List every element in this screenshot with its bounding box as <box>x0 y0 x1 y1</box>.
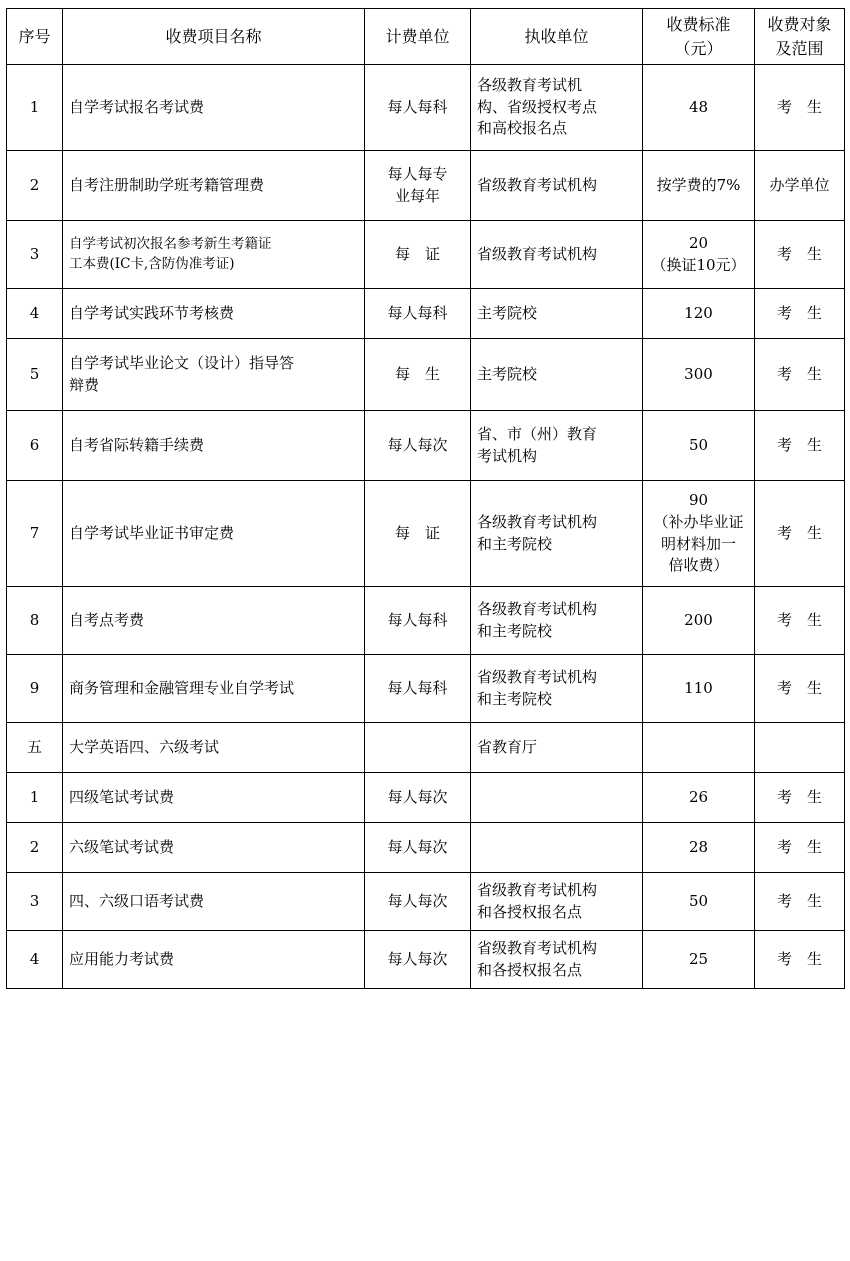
cell-fee-standard-line: 明材料加一 <box>660 534 736 553</box>
cell-scope <box>755 289 845 339</box>
cell-collecting-unit <box>471 289 643 339</box>
cell-index <box>7 655 63 723</box>
header-collecting-unit-line: 执收单位 <box>524 26 589 46</box>
cell-scope <box>755 823 845 873</box>
cell-collecting-unit <box>471 931 643 989</box>
cell-collecting-unit-line: 省、市（州）教育 <box>477 424 598 443</box>
cell-scope-line: 考 生 <box>776 303 822 322</box>
cell-fee-standard <box>643 339 755 411</box>
cell-collecting-unit-line: 构、省级授权考点 <box>477 97 598 116</box>
cell-collecting-unit <box>471 723 643 773</box>
cell-fee-standard-line: 200 <box>684 610 713 629</box>
cell-item-name-line: 自学考试报名考试费 <box>69 97 205 116</box>
table-header-row <box>7 9 845 65</box>
header-fee-standard-line: 收费标准 <box>666 15 731 35</box>
cell-billing-unit <box>365 289 471 339</box>
table-row <box>7 587 845 655</box>
cell-fee-standard-line: 90 <box>688 491 709 509</box>
cell-billing-unit-line: 每人每科 <box>387 303 448 322</box>
header-scope-line: 收费对象 <box>767 15 832 35</box>
cell-billing-unit-line: 业每年 <box>394 186 440 205</box>
cell-scope-line: 考 生 <box>776 678 822 697</box>
cell-fee-standard-line: 26 <box>688 787 709 806</box>
cell-item-name <box>63 823 365 873</box>
cell-billing-unit <box>365 411 471 481</box>
cell-scope <box>755 873 845 931</box>
cell-item-name <box>63 289 365 339</box>
cell-billing-unit <box>365 723 471 773</box>
table-row <box>7 339 845 411</box>
cell-collecting-unit-line: 各级教育考试机构 <box>477 599 598 618</box>
cell-item-name <box>63 339 365 411</box>
header-scope-line: 及范围 <box>775 38 824 58</box>
cell-item-name <box>63 723 365 773</box>
cell-scope <box>755 481 845 587</box>
cell-collecting-unit <box>471 339 643 411</box>
cell-fee-standard-line: 110 <box>684 678 713 697</box>
cell-collecting-unit-line: 和高校报名点 <box>477 119 568 138</box>
cell-scope-line: 考 生 <box>776 435 822 454</box>
cell-collecting-unit-line: 和各授权报名点 <box>477 902 583 921</box>
table-row <box>7 723 845 773</box>
cell-scope-line: 考 生 <box>776 837 822 856</box>
cell-billing-unit <box>365 339 471 411</box>
cell-scope <box>755 723 845 773</box>
cell-fee-standard <box>643 221 755 289</box>
cell-index <box>7 411 63 481</box>
cell-scope-line: 办学单位 <box>769 175 830 194</box>
cell-item-name-line: 大学英语四、六级考试 <box>69 737 220 756</box>
cell-billing-unit <box>365 151 471 221</box>
cell-collecting-unit <box>471 411 643 481</box>
cell-index-line: 3 <box>29 891 40 910</box>
cell-scope-line: 考 生 <box>776 244 822 263</box>
cell-billing-unit <box>365 931 471 989</box>
table-row <box>7 773 845 823</box>
cell-index-line: 2 <box>29 837 40 856</box>
cell-item-name <box>63 587 365 655</box>
cell-index-line: 五 <box>26 737 42 756</box>
cell-fee-standard-line: （换证10元） <box>651 255 746 274</box>
cell-collecting-unit <box>471 873 643 931</box>
header-index-line: 序号 <box>18 26 51 46</box>
cell-item-name-line: 应用能力考试费 <box>69 949 175 968</box>
cell-item-name <box>63 873 365 931</box>
cell-collecting-unit-line: 省级教育考试机构 <box>477 175 598 194</box>
table-row <box>7 411 845 481</box>
cell-scope-line: 考 生 <box>776 949 822 968</box>
cell-scope-line: 考 生 <box>776 97 822 116</box>
cell-collecting-unit <box>471 151 643 221</box>
cell-item-name-line: 六级笔试考试费 <box>69 837 175 856</box>
cell-collecting-unit-line: 各级教育考试机 <box>477 75 583 94</box>
cell-collecting-unit-line: 省级教育考试机构 <box>477 667 598 686</box>
cell-billing-unit <box>365 587 471 655</box>
cell-scope <box>755 221 845 289</box>
cell-scope <box>755 587 845 655</box>
cell-billing-unit <box>365 773 471 823</box>
cell-item-name <box>63 151 365 221</box>
header-item-name-line: 收费项目名称 <box>165 26 262 46</box>
cell-index-line: 4 <box>29 949 40 968</box>
cell-fee-standard <box>643 151 755 221</box>
table-row <box>7 151 845 221</box>
header-billing-unit-line: 计费单位 <box>385 26 450 46</box>
cell-item-name-line: 自学考试实践环节考核费 <box>69 303 235 322</box>
cell-scope-line: 考 生 <box>776 523 822 542</box>
cell-collecting-unit-line: 和主考院校 <box>477 621 553 640</box>
cell-billing-unit <box>365 65 471 151</box>
table-row <box>7 823 845 873</box>
cell-billing-unit-line: 每人每次 <box>387 949 448 968</box>
cell-scope-line: 考 生 <box>776 891 822 910</box>
table-row <box>7 655 845 723</box>
cell-billing-unit-line: 每人每次 <box>387 787 448 806</box>
cell-collecting-unit <box>471 481 643 587</box>
header-scope <box>755 9 845 65</box>
cell-index-line: 8 <box>29 610 40 629</box>
cell-index <box>7 481 63 587</box>
cell-item-name <box>63 221 365 289</box>
table-row <box>7 481 845 587</box>
cell-collecting-unit-line: 主考院校 <box>477 364 538 383</box>
cell-fee-standard-line: 50 <box>688 891 709 910</box>
cell-billing-unit-line: 每人每次 <box>387 891 448 910</box>
cell-item-name <box>63 65 365 151</box>
cell-scope <box>755 655 845 723</box>
header-collecting-unit <box>471 9 643 65</box>
cell-billing-unit-line: 每 证 <box>394 244 440 263</box>
cell-billing-unit-line: 每人每科 <box>387 97 448 116</box>
cell-billing-unit-line: 每人每次 <box>387 435 448 454</box>
cell-item-name-line: 工本费(IC卡,含防伪准考证) <box>69 255 235 272</box>
cell-item-name-line: 辩费 <box>69 375 100 394</box>
cell-item-name <box>63 411 365 481</box>
cell-index-line: 9 <box>29 678 40 697</box>
cell-collecting-unit-line: 省级教育考试机构 <box>477 938 598 957</box>
cell-index-line: 6 <box>29 435 40 454</box>
cell-index-line: 4 <box>29 303 40 322</box>
cell-index <box>7 289 63 339</box>
cell-item-name-line: 四、六级口语考试费 <box>69 891 205 910</box>
cell-fee-standard <box>643 873 755 931</box>
cell-fee-standard-line: 倍收费） <box>668 556 729 575</box>
cell-item-name <box>63 481 365 587</box>
cell-index-line: 5 <box>29 364 40 383</box>
cell-index <box>7 339 63 411</box>
cell-fee-standard <box>643 587 755 655</box>
cell-fee-standard-line: 50 <box>688 435 709 454</box>
cell-collecting-unit-line: 考试机构 <box>477 446 538 465</box>
cell-collecting-unit-line: 省级教育考试机构 <box>477 880 598 899</box>
cell-billing-unit-line: 每 生 <box>394 364 440 383</box>
cell-billing-unit <box>365 221 471 289</box>
cell-billing-unit-line: 每 证 <box>394 523 440 542</box>
cell-collecting-unit <box>471 655 643 723</box>
cell-billing-unit <box>365 823 471 873</box>
cell-scope-line: 考 生 <box>776 610 822 629</box>
cell-scope <box>755 151 845 221</box>
table-row <box>7 289 845 339</box>
cell-fee-standard <box>643 723 755 773</box>
cell-fee-standard <box>643 931 755 989</box>
cell-fee-standard-line: （补办毕业证 <box>653 512 744 531</box>
cell-collecting-unit-line: 和主考院校 <box>477 689 553 708</box>
cell-index <box>7 587 63 655</box>
cell-collecting-unit-line: 和各授权报名点 <box>477 960 583 979</box>
cell-item-name <box>63 655 365 723</box>
cell-collecting-unit-line: 各级教育考试机构 <box>477 512 598 531</box>
cell-item-name-line: 自学考试初次报名参考新生考籍证 <box>69 235 272 252</box>
cell-fee-standard-line: 120 <box>684 303 713 322</box>
cell-scope <box>755 339 845 411</box>
header-index <box>7 9 63 65</box>
cell-index <box>7 823 63 873</box>
cell-scope <box>755 773 845 823</box>
cell-item-name-line: 自考注册制助学班考籍管理费 <box>69 175 265 194</box>
cell-collecting-unit-line: 省教育厅 <box>477 737 538 756</box>
cell-item-name <box>63 773 365 823</box>
cell-collecting-unit <box>471 823 643 873</box>
cell-index-line: 3 <box>29 244 40 263</box>
cell-item-name-line: 四级笔试考试费 <box>69 787 175 806</box>
cell-scope <box>755 411 845 481</box>
cell-index <box>7 931 63 989</box>
cell-fee-standard <box>643 773 755 823</box>
table-row <box>7 931 845 989</box>
table-body <box>7 9 845 989</box>
header-fee-standard-line: （元） <box>674 38 723 58</box>
cell-collecting-unit-line: 和主考院校 <box>477 534 553 553</box>
cell-index-line: 7 <box>29 523 40 542</box>
cell-index <box>7 221 63 289</box>
cell-index-line: 1 <box>29 97 40 116</box>
cell-fee-standard-line: 300 <box>684 364 713 383</box>
cell-item-name-line: 自考点考费 <box>69 610 145 629</box>
table-row <box>7 221 845 289</box>
cell-fee-standard <box>643 65 755 151</box>
cell-index-line: 1 <box>29 787 40 806</box>
cell-billing-unit-line: 每人每专 <box>387 164 448 183</box>
cell-fee-standard <box>643 481 755 587</box>
header-item-name <box>63 9 365 65</box>
cell-fee-standard <box>643 411 755 481</box>
cell-item-name-line: 商务管理和金融管理专业自学考试 <box>69 678 295 697</box>
cell-fee-standard-line: 20 <box>688 233 709 252</box>
cell-collecting-unit-line: 省级教育考试机构 <box>477 244 598 263</box>
cell-index <box>7 723 63 773</box>
cell-fee-standard-line: 25 <box>688 949 709 968</box>
cell-collecting-unit <box>471 587 643 655</box>
table-row <box>7 873 845 931</box>
cell-collecting-unit <box>471 65 643 151</box>
cell-item-name <box>63 931 365 989</box>
cell-billing-unit-line: 每人每科 <box>387 610 448 629</box>
cell-billing-unit <box>365 655 471 723</box>
cell-index <box>7 773 63 823</box>
cell-scope-line: 考 生 <box>776 364 822 383</box>
header-fee-standard <box>643 9 755 65</box>
cell-fee-standard <box>643 823 755 873</box>
cell-index <box>7 873 63 931</box>
cell-collecting-unit <box>471 221 643 289</box>
cell-fee-standard-line: 按学费的7% <box>656 175 741 194</box>
cell-scope <box>755 65 845 151</box>
header-billing-unit <box>365 9 471 65</box>
cell-fee-standard-line: 48 <box>688 97 709 116</box>
cell-fee-standard <box>643 289 755 339</box>
cell-collecting-unit <box>471 773 643 823</box>
cell-item-name-line: 自考省际转籍手续费 <box>69 435 205 454</box>
cell-item-name-line: 自学考试毕业证书审定费 <box>69 523 235 542</box>
cell-collecting-unit-line: 主考院校 <box>477 303 538 322</box>
cell-scope <box>755 931 845 989</box>
cell-index <box>7 151 63 221</box>
cell-scope-line: 考 生 <box>776 787 822 806</box>
cell-billing-unit-line: 每人每科 <box>387 678 448 697</box>
cell-billing-unit-line: 每人每次 <box>387 837 448 856</box>
fee-schedule-table <box>6 8 845 989</box>
cell-index <box>7 65 63 151</box>
table-row <box>7 65 845 151</box>
cell-billing-unit <box>365 481 471 587</box>
cell-fee-standard-line: 28 <box>688 837 709 856</box>
cell-billing-unit <box>365 873 471 931</box>
cell-fee-standard <box>643 655 755 723</box>
cell-item-name-line: 自学考试毕业论文（设计）指导答 <box>69 353 295 372</box>
cell-index-line: 2 <box>29 175 40 194</box>
